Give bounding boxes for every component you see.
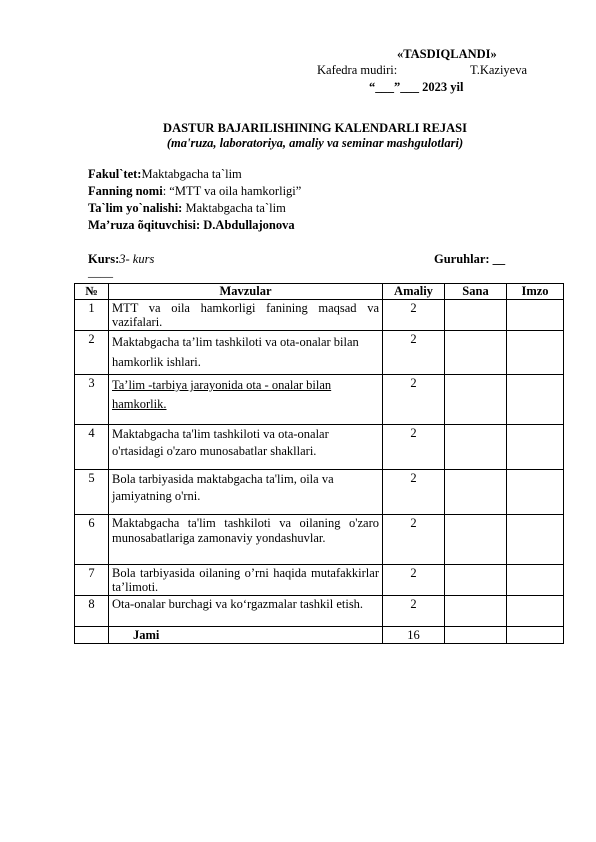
- row-number: 7: [75, 565, 109, 596]
- row-signature-cell: [507, 425, 564, 470]
- faculty-label: Fakul`tet:: [88, 167, 142, 181]
- row-topic-text: Ta’lim -tarbiya jarayonida ota - onalar bilan hamkorlik.: [112, 378, 332, 411]
- row-number: 4: [75, 425, 109, 470]
- row-hours: 2: [383, 331, 445, 375]
- row-date-cell: [445, 300, 507, 331]
- row-hours: 2: [383, 565, 445, 596]
- document-title: DASTUR BAJARILISHINING KALENDARLI REJASI: [163, 121, 467, 135]
- total-number-cell: [75, 627, 109, 644]
- col-number-header: №: [75, 284, 109, 300]
- head-label: Kafedra mudiri:: [317, 63, 398, 77]
- total-date-cell: [445, 627, 507, 644]
- head-name: T.Kaziyeva: [470, 63, 528, 77]
- row-signature-cell: [507, 470, 564, 515]
- row-hours: 2: [383, 596, 445, 627]
- row-hours: 2: [383, 425, 445, 470]
- row-date-cell: [445, 375, 507, 425]
- subject-value: : “MTT va oila hamkorligi”: [162, 184, 302, 198]
- row-hours: 2: [383, 375, 445, 425]
- row-signature-cell: [507, 375, 564, 425]
- table-row: [75, 565, 564, 596]
- row-topic: MTT va oila hamkorligi fanining maqsad va vazifalari.: [109, 300, 383, 331]
- row-number: 1: [75, 300, 109, 331]
- row-hours: 2: [383, 515, 445, 565]
- row-date-cell: [445, 596, 507, 627]
- lecturer-value: D.Abdullajonova: [200, 218, 295, 232]
- subject-line: [88, 184, 301, 199]
- row-signature-cell: [507, 596, 564, 627]
- row-topic: [109, 425, 383, 470]
- row-date-cell: [445, 425, 507, 470]
- col-date-header: Sana: [445, 284, 507, 300]
- table-row: [75, 331, 564, 375]
- row-hours: 2: [383, 470, 445, 515]
- table-row: [75, 300, 564, 331]
- total-hours: 16: [383, 627, 445, 644]
- groups-label: Guruhlar: __: [434, 252, 506, 266]
- calendar-table: [74, 283, 564, 644]
- total-signature-cell: [507, 627, 564, 644]
- table-row: [75, 425, 564, 470]
- row-topic: Ota-onalar burchagi va ko‘rgazmalar tashkil etish.: [109, 596, 383, 627]
- direction-label: Ta`lim yo`nalishi:: [88, 201, 183, 215]
- approval-title: «TASDIQLANDI»: [397, 47, 497, 61]
- row-date-cell: [445, 470, 507, 515]
- col-signature-header: Imzo: [507, 284, 564, 300]
- table-row: [75, 515, 564, 565]
- row-date-cell: [445, 565, 507, 596]
- table-row: [75, 375, 564, 425]
- table-row: [75, 596, 564, 627]
- row-signature-cell: [507, 300, 564, 331]
- row-topic-text: Maktabgacha ta'lim tashkiloti va ota-onalar o'rtasidagi o'zaro munosabatlar shakllari.: [112, 427, 329, 458]
- row-topic-text: Maktabgacha ta’lim tashkiloti va ota-onalar bilan hamkorlik ishlari.: [112, 335, 359, 369]
- row-topic-text: Bola tarbiyasida maktabgacha ta'lim, oila va jamiyatning o'rni.: [112, 472, 334, 503]
- course-value: 3- kurs: [119, 252, 155, 266]
- row-topic: [109, 515, 383, 565]
- col-topics-header: Mavzular: [109, 284, 383, 300]
- table-total-row: [75, 627, 564, 644]
- row-number: 6: [75, 515, 109, 565]
- row-number: 3: [75, 375, 109, 425]
- lecturer-line: [88, 218, 295, 233]
- row-topic-text: Maktabgacha ta'lim tashkiloti va oilaning o'zaro munosabatlariga zamonaviy yondashuvlar.: [112, 516, 379, 545]
- row-number: 5: [75, 470, 109, 515]
- total-label: Jami: [109, 627, 383, 644]
- row-date-cell: [445, 331, 507, 375]
- direction-line: [88, 201, 286, 216]
- col-hours-header: Amaliy: [383, 284, 445, 300]
- row-signature-cell: [507, 565, 564, 596]
- approval-date: “___”___ 2023 yil: [369, 80, 464, 94]
- row-topic: Bola tarbiyasida oilaning o’rni haqida mutafakkirlar ta’limoti.: [109, 565, 383, 596]
- row-signature-cell: [507, 515, 564, 565]
- row-topic: [109, 375, 383, 425]
- document-subtitle: (ma'ruza, laboratoriya, amaliy va seminar mashgulotlari): [166, 136, 464, 150]
- table-row: [75, 470, 564, 515]
- row-date-cell: [445, 515, 507, 565]
- direction-value: Maktabgacha ta`lim: [182, 201, 286, 215]
- row-topic: [109, 470, 383, 515]
- row-signature-cell: [507, 331, 564, 375]
- course-underline: ____: [88, 265, 113, 279]
- course-label: Kurs:: [88, 252, 120, 266]
- table-header-row: [75, 284, 564, 300]
- lecturer-label: Ma’ruza õqituvchisi:: [88, 218, 201, 232]
- faculty-line: [88, 167, 242, 182]
- subject-label: Fanning nomi: [88, 184, 163, 198]
- row-topic: [109, 331, 383, 375]
- faculty-value: Maktabgacha ta`lim: [141, 167, 242, 181]
- row-number: 8: [75, 596, 109, 627]
- row-hours: 2: [383, 300, 445, 331]
- row-number: 2: [75, 331, 109, 375]
